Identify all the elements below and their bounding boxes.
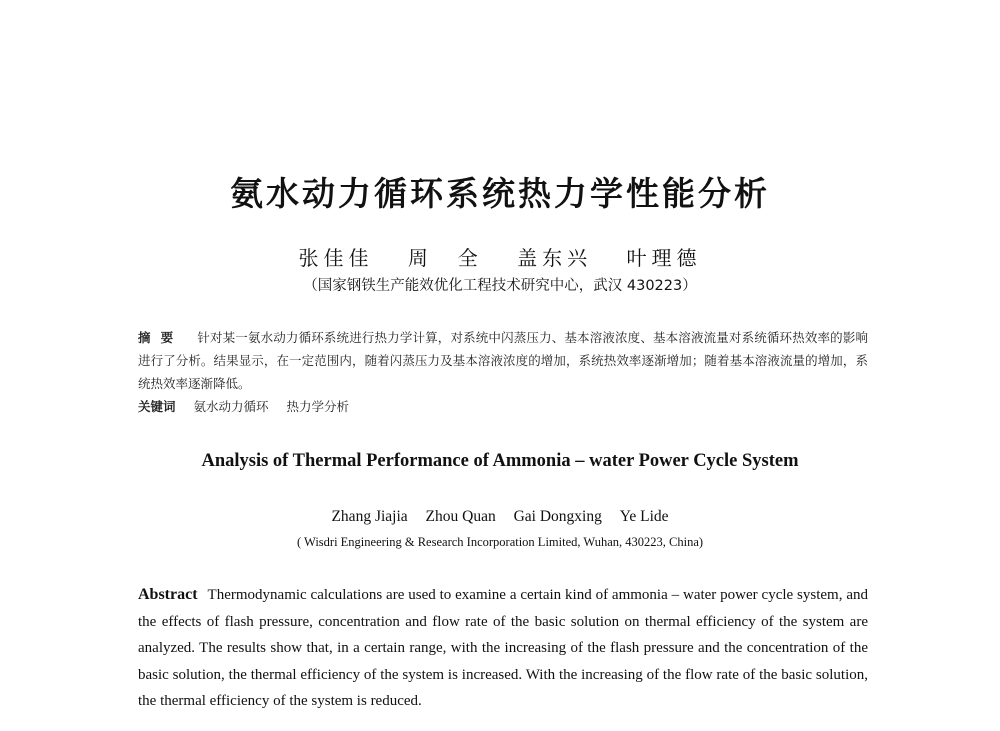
abstract-label-cn: 摘要 (138, 330, 184, 345)
author-cn: 盖东兴 (517, 246, 593, 270)
authors-cn (0, 242, 1000, 271)
abstract-text-en: Thermodynamic calculations are used to examine a certain kind of ammonia – water power cycle system, and the effects of flash pressure, concentration and flow rate of the basic solution on thermal efficiency of the system are analyzed. The results show that, in a certain range, with the increasing of the flash pressure and the concentration of the basic solution, the thermal efficiency of the system is increased. With the increasing of the flow rate of the basic solution, the thermal efficiency of the system is reduced. (138, 587, 868, 709)
author-en: Zhou Quan (425, 508, 496, 525)
affiliation-cn: （国家钢铁生产能效优化工程技术研究中心，武汉 430223） (303, 278, 697, 294)
paper-title-en: Analysis of Thermal Performance of Ammonia – water Power Cycle System (201, 451, 799, 471)
abstract-en (138, 582, 868, 715)
author-cn: 叶理德 (626, 246, 702, 270)
affiliation-en: ( Wisdri Engineering & Research Incorporation Limited, Wuhan, 430223, China) (296, 535, 704, 549)
author-en: Gai Dongxing (513, 508, 602, 525)
keyword-cn: 氨水动力循环 (193, 399, 269, 414)
author-en: Zhang Jiajia (331, 508, 408, 525)
keyword-cn: 热力学分析 (286, 399, 350, 414)
author-cn: 张佳佳 (298, 246, 374, 270)
abstract-label-en: Abstract (138, 586, 198, 603)
keywords-cn (138, 397, 868, 415)
paper-title-cn: 氨水动力循环系统热力学性能分析 (230, 174, 770, 213)
author-cn: 周 全 (407, 246, 483, 270)
keywords-label-cn: 关键词 (138, 399, 176, 414)
author-en: Ye Lide (619, 508, 669, 525)
abstract-cn (138, 326, 868, 395)
authors-en (0, 508, 1000, 526)
abstract-text-cn: 针对某一氨水动力循环系统进行热力学计算，对系统中闪蒸压力、基本溶液浓度、基本溶液流量对系统循环热效率的影响进行了分析。结果显示，在一定范围内，随着闪蒸压力及基本溶液浓度的增加，系统热效率逐渐增加；随着基本溶液流量的增加，系统热效率逐渐降低。 (138, 330, 868, 391)
